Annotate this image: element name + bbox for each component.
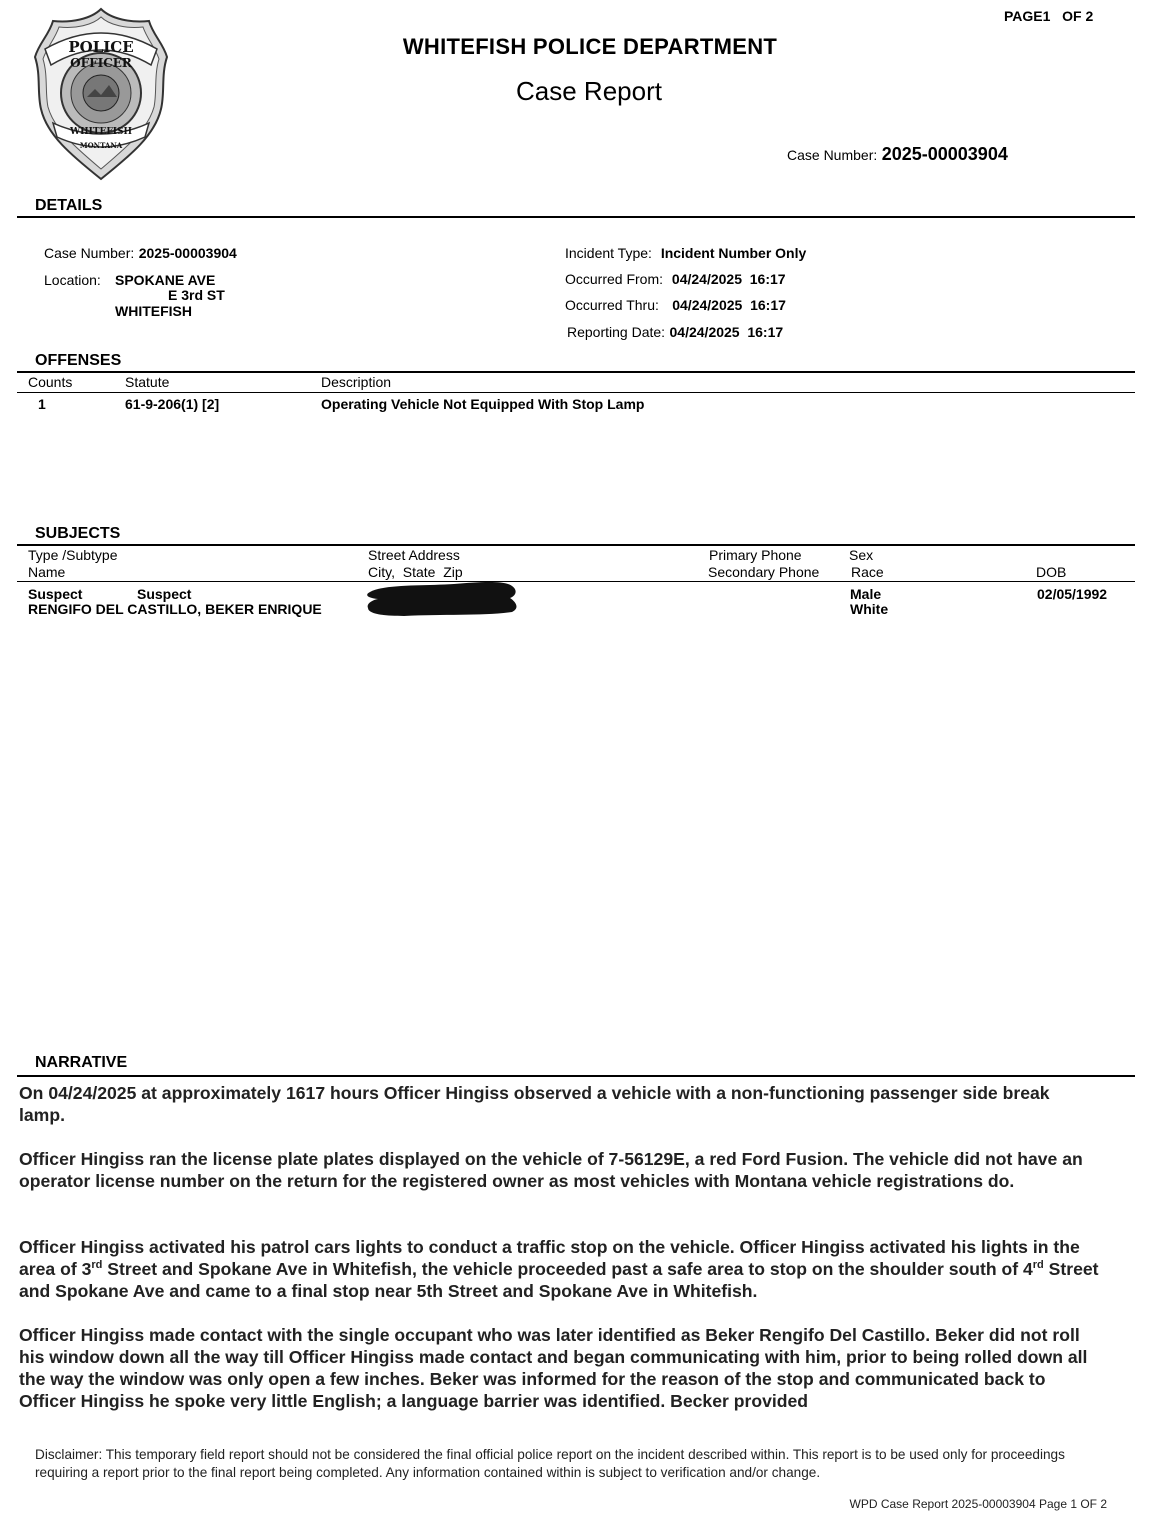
subjects-col-sex: Sex [849, 547, 874, 563]
subject-subtype: Suspect [137, 586, 192, 602]
badge-text-officer: OFFICER [70, 56, 132, 70]
narrative-paragraph-1: On 04/24/2025 at approximately 1617 hours Officer Hingiss observed a vehicle with a non-functioning passenger side break lamp. [19, 1083, 1050, 1125]
offense-statute: 61-9-206(1) [2] [125, 396, 220, 412]
subjects-col-street: Street Address [368, 547, 460, 563]
header-case-number: Case Number: 2025-00003904 [787, 144, 1008, 164]
narrative-heading: NARRATIVE [35, 1054, 128, 1071]
subjects-col-phone2: Secondary Phone [708, 564, 820, 580]
occurred-from: Occurred From: 04/24/2025 16:17 [565, 271, 786, 287]
subject-race: White [850, 601, 889, 617]
subjects-heading: SUBJECTS [35, 525, 121, 542]
reporting-date: Reporting Date: 04/24/2025 16:17 [567, 324, 784, 340]
disclaimer: Disclaimer: This temporary field report should not be considered the final official police report on the incident described within. This report is to be used only for proceedings requiring a report prior to the final report being completed. Any information contained within is subject to verification and/or change. [35, 1447, 1065, 1480]
narrative-paragraph-2: Officer Hingiss ran the license plate plates displayed on the vehicle of 7-56129E, a red Ford Fusion. The vehicle did not have an operator license number on the return for the registered owner as most vehicles with Montana vehicle registrations do. [19, 1149, 1083, 1191]
narrative-rule [17, 1075, 1135, 1077]
badge-text-state: MONTANA [79, 141, 123, 150]
location-line2: E 3rd ST [168, 287, 225, 303]
subjects-col-name: Name [28, 564, 66, 580]
page-footer: WPD Case Report 2025-00003904 Page 1 OF 2 [849, 1497, 1107, 1511]
subjects-rule [17, 544, 1135, 546]
subjects-col-type: Type /Subtype [28, 547, 118, 563]
occurred-thru: Occurred Thru: 04/24/2025 16:17 [565, 297, 786, 313]
details-heading: DETAILS [35, 197, 103, 214]
offenses-rule [17, 371, 1135, 373]
details-case-number: Case Number: 2025-00003904 [44, 245, 237, 261]
subjects-col-city: City, State Zip [368, 564, 463, 580]
offenses-col-description: Description [321, 374, 392, 390]
offense-counts: 1 [38, 396, 46, 412]
details-rule [17, 216, 1135, 218]
offenses-col-statute: Statute [125, 374, 170, 390]
redaction-mark [364, 578, 522, 618]
incident-type: Incident Type: Incident Number Only [565, 245, 807, 261]
subject-name: RENGIFO DEL CASTILLO, BEKER ENRIQUE [28, 601, 322, 617]
subjects-header-rule [17, 581, 1135, 582]
badge-text-police: POLICE [68, 38, 134, 56]
narrative-paragraph-4: Officer Hingiss made contact with the single occupant who was later identified as Beker Rengifo Del Castillo. Beker did not roll his window down all the way till Officer Hingiss made contact and began communicating with him, prior to being rolled down all the way the window was only open a few inches. Beker was informed for the reason of the stop and communicated back to Officer Hingiss he spoke very little English; a language barrier was identified. Becker provided [19, 1325, 1088, 1411]
report-title: Case Report [516, 76, 662, 106]
subjects-col-dob: DOB [1036, 564, 1067, 580]
offenses-heading: OFFENSES [35, 352, 122, 369]
offense-description: Operating Vehicle Not Equipped With Stop Lamp [321, 396, 645, 412]
location-line3: WHITEFISH [115, 303, 192, 319]
location-label: Location: [44, 272, 101, 288]
subject-sex: Male [850, 586, 882, 602]
narrative-paragraph-3: Officer Hingiss activated his patrol cars lights to conduct a traffic stop on the vehicle. Officer Hingiss activated his lights in the area of 3rd Street and Spokane Ave in Whitefish, the vehicle proceeded past a safe area to stop on the shoulder south of 4rd Street and Spokane Ave and came to a final stop near 5th Street and Spokane Ave in Whitefish. [19, 1237, 1099, 1301]
subject-dob: 02/05/1992 [1037, 586, 1108, 602]
offenses-header-rule [17, 392, 1135, 393]
subjects-col-race: Race [851, 564, 884, 580]
subject-type: Suspect [28, 586, 83, 602]
offenses-col-counts: Counts [28, 374, 73, 390]
location-line1: SPOKANE AVE [115, 272, 216, 288]
subjects-col-phone1: Primary Phone [709, 547, 802, 563]
department-title: WHITEFISH POLICE DEPARTMENT [402, 34, 778, 59]
page-number: PAGE1 OF 2 [1004, 8, 1094, 24]
badge-text-city: WHITEFISH [70, 127, 132, 137]
